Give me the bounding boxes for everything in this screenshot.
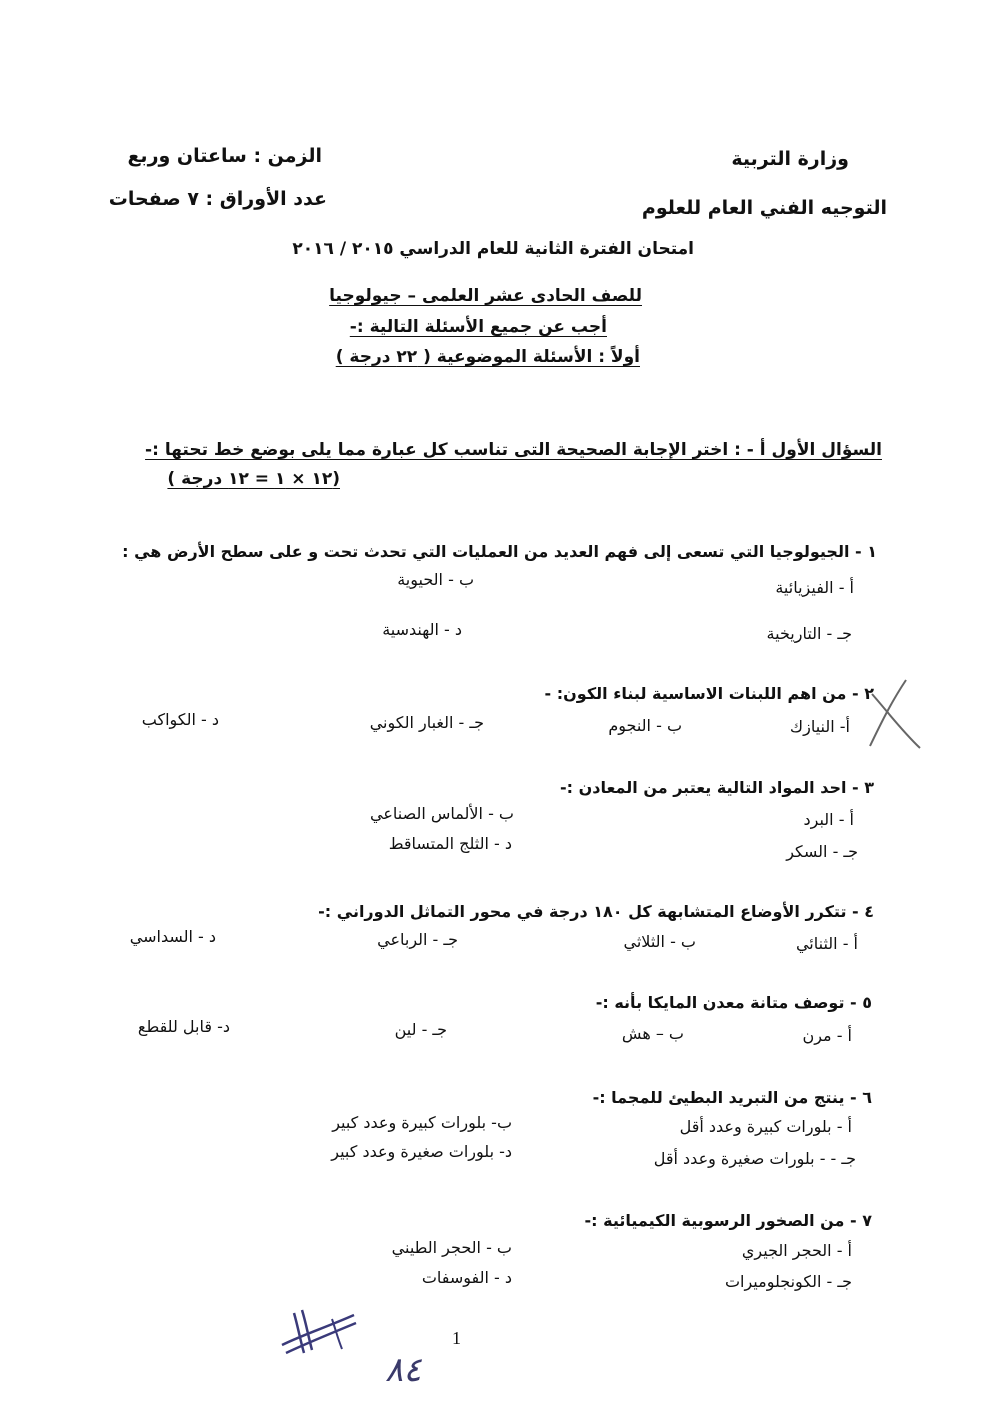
option-a: أ - البرد [803, 810, 854, 829]
option-a: أ- النيازك [789, 717, 850, 736]
ministry-name: وزارة التربية [731, 148, 849, 170]
question-stem: ٦ - ينتج من التبريد البطيئ للمجما :- [592, 1088, 872, 1107]
question-stem: ٤ - تتكرر الأوضاع المتشابهة كل ١٨٠ درجة في محور التماثل الدوراني :- [318, 902, 874, 921]
question-stem: ٢ - من اهم اللبنات الاساسية لبناء الكون: - [544, 684, 874, 703]
option-a: أ - الحجر الجيري [741, 1241, 852, 1260]
option-b: ب - الثلاثي [623, 932, 696, 951]
option-b: ب- بلورات كبيرة وعدد كبير [332, 1113, 512, 1132]
cross-mark-icon [862, 676, 926, 750]
option-b: ب - النجوم [608, 716, 682, 735]
option-c: جـ - الرباعي [377, 930, 458, 949]
option-c: جـ - لين [394, 1020, 447, 1039]
general-instruction: أجب عن جميع الأسئلة التالية :- [349, 317, 607, 337]
question1-marks: (١٢ × ١ = ١٢ درجة ) [167, 469, 340, 489]
option-c: جـ - التاريخية [766, 624, 852, 643]
option-a: أ - الفيزيائية [775, 578, 854, 597]
question-stem: ٥ - توصف متانة معدن المايكا بأنه :- [595, 993, 872, 1012]
handwritten-score: ٨٤ [385, 1350, 422, 1390]
option-d: د - السداسي [129, 927, 216, 946]
exam-time: الزمن : ساعتان وربع [127, 145, 322, 167]
option-a: أ - الثنائي [795, 934, 858, 953]
option-b: ب - الألماس الصناعي [370, 804, 514, 823]
grade-subject: للصف الحادى عشر العلمى – جيولوجيا [329, 286, 642, 306]
option-b: ب - الحجر الطيني [391, 1238, 512, 1257]
page-number: 1 [452, 1328, 461, 1348]
option-d: د - الكواكب [141, 710, 219, 729]
option-d: د- قابل للقطع [137, 1017, 230, 1036]
question-stem: ١ - الجيولوجيا التي تسعى إلى فهم العديد من العمليات التي تحدث تحت و على سطح الأرض هي : [122, 542, 877, 561]
option-b: ب - الحيوية [397, 570, 474, 589]
exam-title: امتحان الفترة الثانية للعام الدراسي ٢٠١٥ / ٢٠١٦ [292, 239, 694, 259]
option-d: د - الثلج المتساقط [388, 834, 512, 853]
option-a: أ - بلورات كبيرة وعدد أقل [679, 1117, 852, 1136]
option-d: د- بلورات صغيرة وعدد كبير [331, 1142, 512, 1161]
option-a: أ - مرن [802, 1026, 852, 1045]
option-b: ب – هش [621, 1024, 684, 1043]
question-stem: ٣ - احد المواد التالية يعتبر من المعادن :- [560, 778, 874, 797]
question1-title: السؤال الأول أ - : اختر الإجابة الصحيحة التى تناسب كل عبارة مما يلى بوضع خط تحتها :- [145, 440, 882, 460]
department-name: التوجيه الفني العام للعلوم [641, 197, 887, 219]
question-stem: ٧ - من الصخور الرسوبية الكيميائية :- [584, 1211, 872, 1230]
signature-icon [272, 1305, 362, 1365]
option-c: جـ - - بلورات صغيرة وعدد أقل [653, 1149, 856, 1168]
section-title: أولاً : الأسئلة الموضوعية ( ٢٢ درجة ) [335, 347, 640, 367]
page-count: عدد الأوراق : ٧ صفحات [108, 188, 327, 210]
option-c: جـ - الكونجلوميرات [724, 1272, 852, 1291]
option-c: جـ - الغبار الكوني [369, 713, 484, 732]
option-c: جـ - السكر [786, 842, 858, 861]
option-d: د - الفوسفات [421, 1268, 512, 1287]
option-d: د - الهندسية [382, 620, 462, 639]
